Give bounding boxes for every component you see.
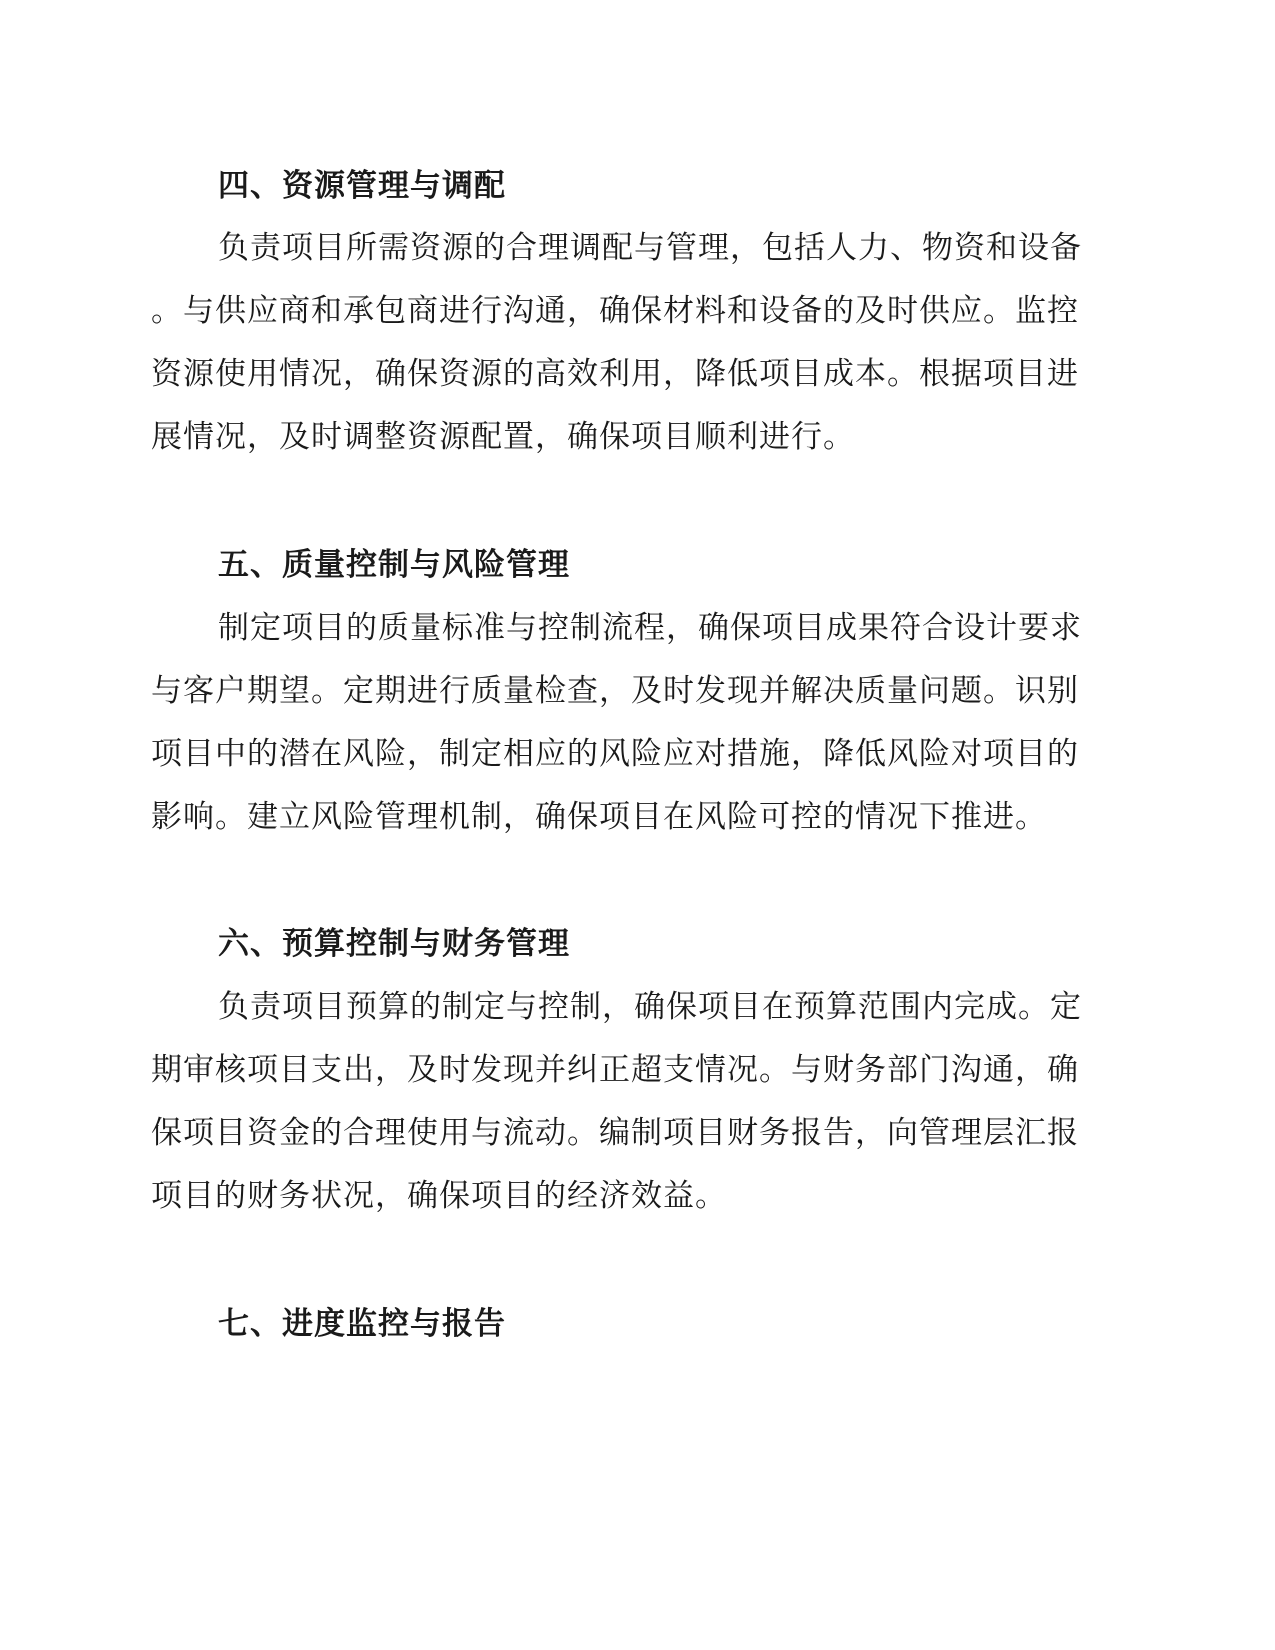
paragraph-line: 期审核项目支出，及时发现并纠正超支情况。与财务部门沟通，确 (151, 1052, 1079, 1088)
paragraph-line: 。与供应商和承包商进行沟通，确保材料和设备的及时供应。监控 (151, 293, 1079, 329)
paragraph-line: 资源使用情况，确保资源的高效利用，降低项目成本。根据项目进 (151, 356, 1079, 392)
paragraph-line: 保项目资金的合理使用与流动。编制项目财务报告，向管理层汇报 (151, 1115, 1079, 1151)
paragraph-line: 项目中的潜在风险，制定相应的风险应对措施，降低风险对项目的 (151, 736, 1079, 772)
paragraph-line: 影响。建立风险管理机制，确保项目在风险可控的情况下推进。 (151, 799, 1047, 835)
paragraph-line: 展情况，及时调整资源配置，确保项目顺利进行。 (151, 419, 855, 455)
paragraph-line: 负责项目预算的制定与控制，确保项目在预算范围内完成。定 (218, 989, 1082, 1025)
section-heading: 六、预算控制与财务管理 (218, 926, 570, 962)
section-heading: 四、资源管理与调配 (218, 168, 506, 204)
section-heading: 七、进度监控与报告 (218, 1306, 506, 1342)
paragraph-line: 与客户期望。定期进行质量检查，及时发现并解决质量问题。识别 (151, 673, 1079, 709)
section-heading: 五、质量控制与风险管理 (218, 547, 570, 583)
paragraph-line: 项目的财务状况，确保项目的经济效益。 (151, 1178, 727, 1214)
paragraph-line: 制定项目的质量标准与控制流程，确保项目成果符合设计要求 (218, 610, 1082, 646)
paragraph-line: 负责项目所需资源的合理调配与管理，包括人力、物资和设备 (218, 230, 1082, 266)
